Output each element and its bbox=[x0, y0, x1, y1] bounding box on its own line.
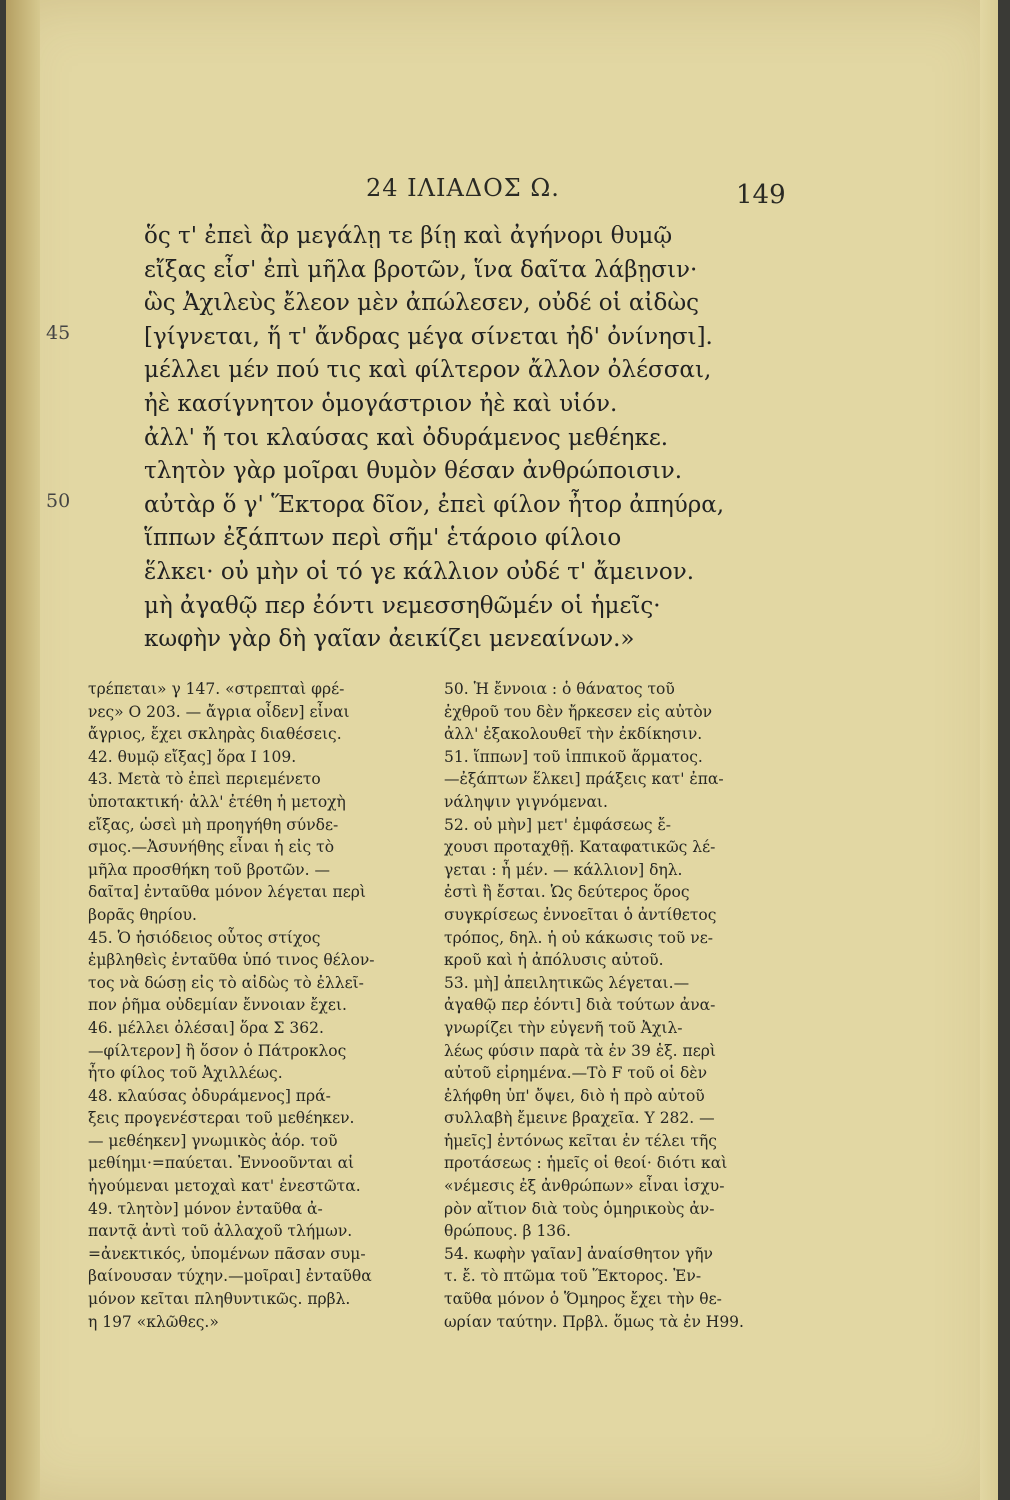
note-line: τος νὰ δώσῃ εἰς τὸ αἰδὼς τὸ ἐλλεῖ- bbox=[88, 973, 364, 992]
verse-line: κωφὴν γὰρ δὴ γαῖαν ἀεικίζει μενεαίνων.» bbox=[144, 626, 635, 653]
note-line: 50. Ἡ ἔννοια : ὁ θάνατος τοῦ bbox=[444, 680, 675, 698]
note-line: 53. μὴ] ἀπειλητικῶς λέγεται.— bbox=[444, 973, 690, 992]
note-line: προτάσεως : ἡμεῖς οἱ θεοί· διότι καὶ bbox=[444, 1154, 728, 1173]
note-line: ταῦθα μόνον ὁ Ὅμηρος ἔχει τὴν θε- bbox=[444, 1290, 722, 1309]
note-line: μῆλα προσθήκη τοῦ βροτῶν. — bbox=[88, 860, 330, 879]
line-number-45: 45 bbox=[46, 322, 71, 344]
note-line: κροῦ καὶ ἡ ἀπόλυσις αὐτοῦ. bbox=[444, 951, 664, 970]
note-line: δαῖτα] ἐνταῦθα μόνον λέγεται περὶ bbox=[88, 883, 366, 902]
note-line: τρόπος, δηλ. ἡ οὐ κάκωσις τοῦ νε- bbox=[444, 928, 713, 947]
note-line: βαίνουσαν τύχην.—μοῖραι] ἐνταῦθα bbox=[88, 1267, 372, 1286]
verse-line: ἵππων ἐξάπτων περὶ σῆμ' ἑτάροιο φίλοιο bbox=[144, 525, 622, 552]
note-line: 46. μέλλει ὀλέσαι] ὅρα Σ 362. bbox=[88, 1018, 324, 1037]
note-line: γεται : ἦ μέν. — κάλλιον] δηλ. bbox=[444, 860, 683, 879]
note-line: ἡμεῖς] ἐντόνως κεῖται ἐν τέλει τῆς bbox=[444, 1131, 717, 1150]
note-line: αὐτοῦ εἰρημένα.—Τὸ F τοῦ οἱ δὲν bbox=[444, 1064, 708, 1083]
verse-block bbox=[144, 220, 904, 657]
verse-line: ὣς Ἀχιλεὺς ἔλεον μὲν ἀπώλεσεν, οὐδέ οἱ αἰδὼς bbox=[144, 290, 699, 317]
note-line: ἐμβληθεὶς ἐνταῦθα ὑπό τινος θέλον- bbox=[88, 951, 375, 970]
verse-line: τλητὸν γὰρ μοῖραι θυμὸν θέσαν ἀνθρώποισιν. bbox=[144, 458, 683, 485]
note-line: θρώπους. β 136. bbox=[444, 1222, 571, 1241]
commentary-right-column bbox=[444, 678, 794, 1333]
verse-line: μὴ ἀγαθῷ περ ἐόντι νεμεσσηθῶμέν οἱ ἡμεῖς· bbox=[144, 592, 661, 619]
note-line: συλλαβὴ ἔμεινε βραχεῖα. Υ 282. — bbox=[444, 1109, 715, 1128]
note-line: νες» Ο 203. — ἄγρια οἶδεν] εἶναι bbox=[88, 702, 350, 721]
note-line: ἐχθροῦ του δὲν ἤρκεσεν εἰς αὐτὸν bbox=[444, 702, 713, 721]
verse-line: ἕλκει· οὐ μὴν οἱ τό γε κάλλιον οὐδέ τ' ἄμεινον. bbox=[144, 558, 695, 585]
note-line: ξεις προγενέστεραι τοῦ μεθέηκεν. bbox=[88, 1109, 355, 1128]
note-line: χουσι προταχθῇ. Καταφατικῶς λέ- bbox=[444, 838, 716, 857]
note-line: πον ῥῆμα οὐδεμίαν ἔννοιαν ἔχει. bbox=[88, 996, 347, 1015]
note-line: ἐλήφθη ὑπ' ὄψει, διὸ ἡ πρὸ αὐτοῦ bbox=[444, 1086, 705, 1105]
note-line: 51. ἵππων] τοῦ ἱππικοῦ ἅρματος. bbox=[444, 747, 703, 766]
verse-line: ἀλλ' ἤ τοι κλαύσας καὶ ὀδυράμενος μεθέηκε. bbox=[144, 424, 669, 451]
running-title: 24 ΙΛΙΑΔΟΣ Ω. bbox=[366, 174, 560, 202]
verse-line: ἠὲ κασίγνητον ὁμογάστριον ἠὲ καὶ υἱόν. bbox=[144, 390, 618, 417]
note-line: ἀλλ' ἐξακολουθεῖ τὴν ἐκδίκησιν. bbox=[444, 725, 703, 744]
note-line: 52. οὐ μὴν] μετ' ἐμφάσεως ἔ- bbox=[444, 815, 672, 834]
note-line: ἦτο φίλος τοῦ Ἀχιλλέως. bbox=[88, 1064, 283, 1083]
note-line: ωρίαν ταύτην. Πρβλ. ὅμως τὰ ἐν Η99. bbox=[444, 1312, 744, 1331]
note-line: τρέπεται» γ 147. «στρεπταὶ φρέ- bbox=[88, 680, 345, 698]
note-line: 45. Ὁ ἡσιόδειος οὗτος στίχος bbox=[88, 928, 321, 947]
page-fore-edge bbox=[980, 0, 998, 1500]
note-line: ἐστὶ ἢ ἔσται. Ὡς δεύτερος ὅρος bbox=[444, 883, 690, 902]
note-line: =ἀνεκτικός, ὑπομένων πᾶσαν συμ- bbox=[88, 1244, 366, 1263]
note-line: «νέμεσις ἐξ ἀνθρώπων» εἶναι ἰσχυ- bbox=[444, 1177, 725, 1196]
verse-line: αὐτὰρ ὅ γ' Ἕκτορα δῖον, ἐπεὶ φίλον ἦτορ ἀπηύρα, bbox=[144, 491, 725, 518]
note-line: μεθίημι·=παύεται. Ἐννοοῦνται αἱ bbox=[88, 1154, 355, 1173]
note-line: —φίλτερον] ἢ ὅσον ὁ Πάτροκλος bbox=[88, 1041, 347, 1060]
note-line: τ. ἔ. τὸ πτῶμα τοῦ Ἕκτορος. Ἐν- bbox=[444, 1267, 702, 1286]
note-line: ἡγούμεναι μετοχαὶ κατ' ἐνεστῶτα. bbox=[88, 1177, 361, 1196]
note-line: — μεθέηκεν] γνωμικὸς ἀόρ. τοῦ bbox=[88, 1131, 338, 1150]
note-line: λέως φύσιν παρὰ τὰ ἐν 39 ἑξ. περὶ bbox=[444, 1041, 716, 1060]
note-line: 54. κωφὴν γαῖαν] ἀναίσθητον γῆν bbox=[444, 1244, 713, 1263]
verse-line: μέλλει μέν πού τις καὶ φίλτερον ἄλλον ὀλέσσαι, bbox=[144, 357, 712, 384]
note-line: γνωρίζει τὴν εὐγενῆ τοῦ Ἀχιλ- bbox=[444, 1018, 683, 1037]
note-line: ρὸν αἴτιον διὰ τοὺς ὁμηρικοὺς ἀν- bbox=[444, 1199, 715, 1218]
note-line: η 197 «κλῶθες.» bbox=[88, 1312, 219, 1331]
line-number-50: 50 bbox=[46, 490, 71, 512]
note-line: —ἐξάπτων ἕλκει] πράξεις κατ' ἐπα- bbox=[444, 770, 724, 789]
note-line: βορᾶς θηρίου. bbox=[88, 905, 197, 924]
note-line: ὑποτακτική· ἀλλ' ἐτέθη ἡ μετοχὴ bbox=[88, 792, 346, 811]
verse-line: [γίγνεται, ἥ τ' ἄνδρας μέγα σίνεται ἠδ' ὀνίνησι]. bbox=[144, 323, 713, 350]
page-gutter bbox=[6, 0, 40, 1500]
page-number: 149 bbox=[736, 180, 786, 210]
note-line: συγκρίσεως ἐννοεῖται ὁ ἀντίθετος bbox=[444, 905, 717, 924]
verse-line: εἴξας εἶσ' ἐπὶ μῆλα βροτῶν, ἵνα δαῖτα λάβῃσιν· bbox=[144, 256, 698, 283]
note-line: ἀγαθῷ περ ἐόντι] διὰ τούτων ἀνα- bbox=[444, 996, 716, 1015]
book-page bbox=[6, 0, 998, 1500]
note-line: νάληψιν γιγνόμεναι. bbox=[444, 792, 608, 811]
note-line: 48. κλαύσας ὀδυράμενος] πρά- bbox=[88, 1086, 331, 1105]
note-line: παντᾷ ἀντὶ τοῦ ἀλλαχοῦ τλήμων. bbox=[88, 1222, 353, 1241]
note-line: ἄγριος, ἔχει σκληρὰς διαθέσεις. bbox=[88, 725, 342, 744]
note-line: σμος.—Ἀσυνήθης εἶναι ἡ εἰς τὸ bbox=[88, 838, 335, 857]
verse-line: ὅς τ' ἐπεὶ ἂρ μεγάλῃ τε βίῃ καὶ ἀγήνορι θυμῷ bbox=[144, 223, 673, 249]
commentary-left-column bbox=[88, 678, 418, 1333]
note-line: 43. Μετὰ τὸ ἐπεὶ περιεμένετο bbox=[88, 770, 321, 789]
note-line: εἴξας, ὡσεὶ μὴ προηγήθη σύνδε- bbox=[88, 815, 339, 834]
note-line: 49. τλητὸν] μόνον ἐνταῦθα ἀ- bbox=[88, 1199, 323, 1218]
note-line: μόνον κεῖται πληθυντικῶς. πρβλ. bbox=[88, 1290, 351, 1309]
note-line: 42. θυμῷ εἴξας] ὅρα Ι 109. bbox=[88, 747, 297, 766]
